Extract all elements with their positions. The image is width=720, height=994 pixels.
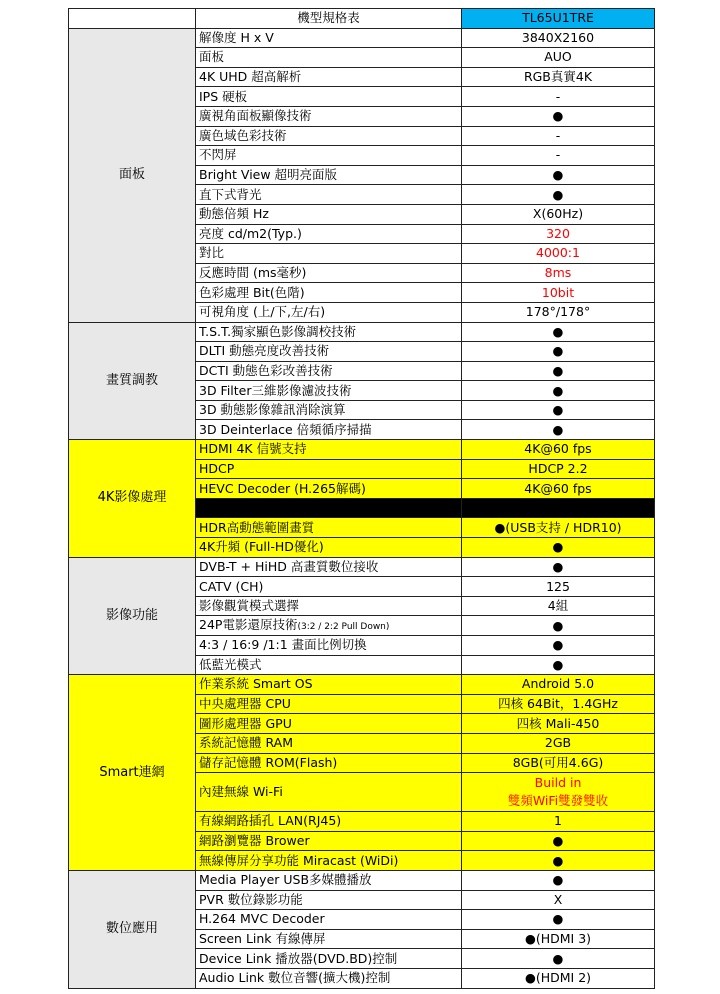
- feature-label: Audio Link 數位音響(擴大機)控制: [199, 970, 391, 986]
- value-text: ●(HDMI 3): [524, 931, 592, 947]
- feature-cell: [196, 165, 462, 185]
- value-cell: [462, 870, 655, 890]
- feature-label: 3D Deinterlace 倍頻循序掃描: [199, 421, 372, 437]
- value-cell: [462, 420, 655, 440]
- value-text: X(60Hz): [532, 206, 584, 222]
- filled-dot-icon: ●: [552, 656, 564, 672]
- feature-cell: [196, 518, 462, 538]
- feature-note: (3:2 / 2:2 Pull Down): [297, 621, 390, 632]
- feature-label: 直下式背光: [199, 186, 262, 202]
- value-cell: [462, 753, 655, 773]
- feature-cell: [196, 400, 462, 420]
- feature-label: 有線網路插孔 LAN(RJ45): [199, 813, 342, 829]
- feature-cell: [196, 204, 462, 224]
- feature-label: HDCP: [199, 460, 235, 476]
- spec-row: [69, 675, 655, 695]
- value-cell: [462, 302, 655, 322]
- value-text: 178°/178°: [525, 304, 591, 320]
- feature-label: DCTI 動態色彩改善技術: [199, 362, 333, 378]
- feature-label: 圖形處理器 GPU: [199, 715, 292, 731]
- feature-label: 廣色域色彩技術: [199, 127, 287, 143]
- feature-cell: [196, 420, 462, 440]
- value-text: ●(USB支持 / HDR10): [494, 519, 622, 535]
- feature-label: 色彩處理 Bit(色階): [199, 284, 305, 300]
- filled-dot-icon: ●: [552, 323, 564, 339]
- value-text: 10bit: [541, 284, 575, 300]
- value-cell: [462, 518, 655, 538]
- value-cell: [462, 146, 655, 166]
- value-cell: [462, 616, 655, 636]
- filled-dot-icon: ●: [552, 558, 564, 574]
- feature-cell: [196, 440, 462, 460]
- feature-cell: [196, 185, 462, 205]
- value-text: 4組: [547, 598, 569, 614]
- feature-label: Screen Link 有線傳屏: [199, 931, 326, 947]
- feature-label: HDMI 4K 信號支持: [199, 441, 307, 457]
- filled-dot-icon: ●: [552, 108, 564, 124]
- value-text: 320: [546, 225, 570, 241]
- value-cell: [462, 910, 655, 930]
- filled-dot-icon: ●: [552, 872, 564, 888]
- value-cell: [462, 949, 655, 969]
- feature-cell: [196, 636, 462, 656]
- feature-cell: [196, 361, 462, 381]
- value-text: 4K@60 fps: [524, 480, 592, 496]
- filled-dot-icon: ●: [552, 402, 564, 418]
- feature-label: 無線傳屏分享功能 Miracast (WiDi): [199, 852, 399, 868]
- value-text-line2: 雙頻WiFi雙發雙收: [507, 793, 609, 809]
- filled-dot-icon: ●: [552, 167, 564, 183]
- filled-dot-icon: ●: [552, 911, 564, 927]
- category-cell: 面板: [69, 28, 196, 322]
- value-cell: [462, 773, 655, 812]
- feature-label: 亮度 cd/m2(Typ.): [199, 225, 302, 241]
- feature-label: Media Player USB多媒體播放: [199, 872, 372, 888]
- value-text: 4K@60 fps: [524, 441, 592, 457]
- feature-label: VP9 編碼解析: [199, 500, 278, 516]
- value-cell: [462, 557, 655, 577]
- spec-row: [69, 557, 655, 577]
- spec-row: [69, 28, 655, 48]
- value-cell: [462, 733, 655, 753]
- filled-dot-icon: ●: [552, 539, 564, 555]
- feature-cell: [196, 890, 462, 910]
- feature-label: 可視角度 (上/下,左/右): [199, 304, 326, 320]
- value-cell: [462, 283, 655, 303]
- value-cell: [462, 890, 655, 910]
- value-cell: [462, 244, 655, 264]
- value-cell: [462, 538, 655, 558]
- value-cell: [462, 968, 655, 988]
- feature-label: PVR 數位錄影功能: [199, 891, 303, 907]
- feature-cell: [196, 479, 462, 499]
- feature-label: Bright View 超明亮面版: [199, 167, 338, 183]
- feature-cell: [196, 283, 462, 303]
- feature-label: 3D 動態影像雜訊消除演算: [199, 402, 346, 418]
- feature-label: 反應時間 (ms毫秒): [199, 265, 307, 281]
- value-text: 8ms: [544, 265, 572, 281]
- value-text: 1: [554, 813, 562, 829]
- value-cell: [462, 831, 655, 851]
- category-cell: Smart連網: [69, 675, 196, 871]
- value-text: 4000:1: [536, 245, 580, 261]
- feature-label: 作業系統 Smart OS: [199, 676, 313, 692]
- value-text: X: [553, 891, 563, 907]
- value-cell: [462, 479, 655, 499]
- value-cell: [462, 224, 655, 244]
- feature-cell: [196, 381, 462, 401]
- feature-cell: [196, 733, 462, 753]
- feature-label: 廣視角面板顯像技術: [199, 108, 312, 124]
- feature-label: IPS 硬板: [199, 88, 248, 104]
- feature-label: 4K UHD 超高解析: [199, 69, 302, 85]
- value-cell: [462, 87, 655, 107]
- feature-cell: [196, 596, 462, 616]
- feature-label: 影像觀賞模式選擇: [199, 598, 300, 614]
- feature-cell: [196, 28, 462, 48]
- value-cell: [462, 263, 655, 283]
- value-text: -: [555, 127, 561, 143]
- feature-cell: [196, 773, 462, 812]
- value-cell: [462, 655, 655, 675]
- feature-label: 不閃屏: [199, 147, 237, 163]
- feature-label: 系統記憶體 RAM: [199, 735, 293, 751]
- value-cell: [462, 67, 655, 87]
- spec-row: [69, 322, 655, 342]
- value-cell: [462, 694, 655, 714]
- feature-label: T.S.T.獨家顯色影像調校技術: [199, 323, 357, 339]
- value-text: 3840X2160: [521, 29, 595, 45]
- feature-cell: [196, 968, 462, 988]
- filled-dot-icon: ●: [552, 950, 564, 966]
- value-cell: [462, 106, 655, 126]
- feature-label: HDR高動態範圍畫質: [199, 519, 315, 535]
- value-text: -: [555, 147, 561, 163]
- feature-cell: [196, 675, 462, 695]
- header-model: TL65U1TRE: [462, 9, 655, 29]
- feature-cell: [196, 126, 462, 146]
- feature-label: H.264 MVC Decoder: [199, 911, 325, 927]
- value-text: 8GB(可用4.6G): [512, 754, 604, 770]
- value-cell: [462, 204, 655, 224]
- feature-label: 網路瀏覽器 Brower: [199, 833, 310, 849]
- feature-label: DLTI 動態亮度改善技術: [199, 343, 330, 359]
- feature-cell: [196, 577, 462, 597]
- filled-dot-icon: ●: [552, 852, 564, 868]
- feature-cell: [196, 263, 462, 283]
- feature-cell: [196, 224, 462, 244]
- value-cell: [462, 28, 655, 48]
- feature-label: 中央處理器 CPU: [199, 696, 291, 712]
- feature-label: 4:3 / 16:9 /1:1 畫面比例切換: [199, 637, 367, 653]
- value-cell: [462, 851, 655, 871]
- feature-cell: [196, 538, 462, 558]
- feature-label: 低藍光模式: [199, 656, 262, 672]
- feature-label: 儲存記憶體 ROM(Flash): [199, 754, 338, 770]
- value-cell: [462, 126, 655, 146]
- feature-cell: [196, 655, 462, 675]
- filled-dot-icon: ●: [552, 362, 564, 378]
- feature-cell: [196, 302, 462, 322]
- spec-row: [69, 440, 655, 460]
- value-cell: [462, 440, 655, 460]
- feature-label: 3D Filter三維影像濾波技術: [199, 382, 352, 398]
- feature-cell: [196, 459, 462, 479]
- category-cell: 影像功能: [69, 557, 196, 675]
- feature-label: 對比: [199, 245, 225, 261]
- value-cell: [462, 929, 655, 949]
- spec-row: [69, 870, 655, 890]
- value-cell: [462, 577, 655, 597]
- header-row: [69, 9, 655, 29]
- feature-cell: [196, 616, 462, 636]
- feature-cell: [196, 322, 462, 342]
- feature-label: 內建無線 Wi-Fi: [199, 784, 283, 800]
- value-text: X(支援至VP8): [518, 500, 598, 516]
- feature-cell: [196, 929, 462, 949]
- feature-label: HEVC Decoder (H.265解碼): [199, 480, 366, 496]
- value-cell: [462, 322, 655, 342]
- feature-label: CATV (CH): [199, 578, 264, 594]
- category-cell: 4K影像處理: [69, 440, 196, 558]
- value-text: 125: [546, 578, 570, 594]
- category-cell: 數位應用: [69, 870, 196, 988]
- value-text: ●(HDMI 2): [524, 970, 592, 986]
- header-label: 機型規格表: [196, 9, 462, 29]
- value-text: -: [555, 88, 561, 104]
- feature-label: 24P電影還原技術: [199, 616, 298, 632]
- value-text: Android 5.0: [521, 676, 595, 692]
- value-text: 四核 64Bit，1.4GHz: [498, 696, 618, 712]
- feature-label: 面板: [199, 49, 225, 65]
- feature-label: 4K升頻 (Full-HD優化): [199, 539, 324, 555]
- feature-cell: [196, 949, 462, 969]
- feature-cell: [196, 870, 462, 890]
- feature-cell: [196, 831, 462, 851]
- feature-cell: [196, 67, 462, 87]
- feature-cell: [196, 498, 462, 518]
- value-cell: [462, 48, 655, 68]
- filled-dot-icon: ●: [552, 421, 564, 437]
- feature-cell: [196, 694, 462, 714]
- feature-cell: [196, 851, 462, 871]
- value-text: RGB真實4K: [523, 69, 593, 85]
- feature-cell: [196, 753, 462, 773]
- value-cell: [462, 361, 655, 381]
- value-text: 2GB: [544, 735, 572, 751]
- value-cell: [462, 812, 655, 832]
- filled-dot-icon: ●: [552, 617, 564, 633]
- value-cell: [462, 381, 655, 401]
- spec-table: [68, 8, 655, 989]
- feature-cell: [196, 714, 462, 734]
- spec-table-body: [69, 9, 655, 989]
- value-text: Build in: [534, 775, 582, 791]
- feature-label: 解像度 H x V: [199, 29, 274, 45]
- value-cell: [462, 185, 655, 205]
- feature-cell: [196, 812, 462, 832]
- feature-cell: [196, 342, 462, 362]
- header-spacer: [69, 9, 196, 29]
- value-cell: [462, 459, 655, 479]
- feature-cell: [196, 910, 462, 930]
- feature-label: Device Link 播放器(DVD.BD)控制: [199, 950, 398, 966]
- feature-cell: [196, 244, 462, 264]
- value-cell: [462, 400, 655, 420]
- value-text: AUO: [544, 49, 572, 65]
- value-cell: [462, 714, 655, 734]
- feature-cell: [196, 87, 462, 107]
- value-cell: [462, 342, 655, 362]
- feature-label: 動態倍頻 Hz: [199, 206, 269, 222]
- filled-dot-icon: ●: [552, 637, 564, 653]
- filled-dot-icon: ●: [552, 343, 564, 359]
- feature-cell: [196, 146, 462, 166]
- filled-dot-icon: ●: [552, 382, 564, 398]
- value-text: 四核 Mali-450: [516, 715, 600, 731]
- value-cell: [462, 596, 655, 616]
- feature-cell: [196, 48, 462, 68]
- value-cell: [462, 675, 655, 695]
- feature-cell: [196, 557, 462, 577]
- value-cell: [462, 636, 655, 656]
- filled-dot-icon: ●: [552, 186, 564, 202]
- value-cell: [462, 498, 655, 518]
- value-text: HDCP 2.2: [528, 460, 588, 476]
- value-cell: [462, 165, 655, 185]
- feature-cell: [196, 106, 462, 126]
- category-cell: 畫質調教: [69, 322, 196, 440]
- feature-label: DVB-T + HiHD 高畫質數位接收: [199, 558, 379, 574]
- filled-dot-icon: ●: [552, 833, 564, 849]
